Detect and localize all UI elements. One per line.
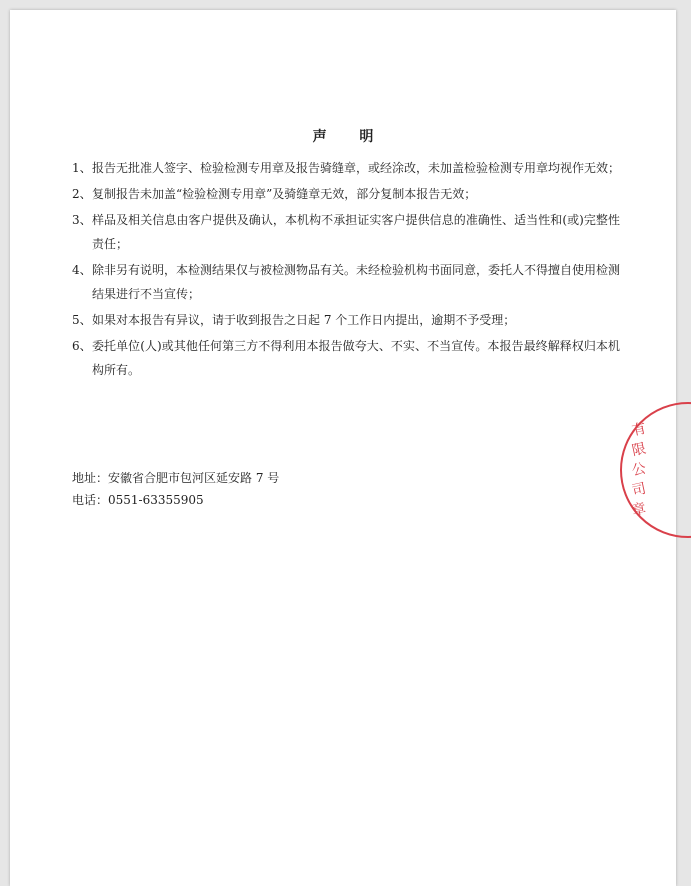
seal-text <box>628 420 650 520</box>
page-title: 声 明 <box>312 129 388 145</box>
declaration-list <box>72 156 620 384</box>
item-number: 5、 <box>72 313 92 327</box>
phone-line: 电话：0551-63355905 <box>72 493 204 507</box>
seal-char: 章 <box>630 500 648 520</box>
item-text: 除非另有说明，本检测结果仅与被检测物品有关。未经检验机构书面同意，委托人不得擅自使用检测结果进行不当宣传； <box>92 263 621 301</box>
item-number: 4、 <box>72 263 92 277</box>
item-number: 3、 <box>72 213 92 227</box>
item-text: 样品及相关信息由客户提供及确认，本机构不承担证实客户提供信息的准确性、适当性和(或)完整性责任； <box>92 213 620 251</box>
seal-char: 公 <box>630 460 648 480</box>
list-item <box>72 334 620 382</box>
list-item <box>72 258 620 306</box>
seal-char: 司 <box>630 480 648 500</box>
seal-char: 限 <box>630 440 648 460</box>
item-text: 委托单位(人)或其他任何第三方不得利用本报告做夸大、不实、不当宣传。本报告最终解释权归本机构所有。 <box>92 339 620 377</box>
contact-info <box>72 467 279 511</box>
item-text: 复制报告未加盖“检验检测专用章”及骑缝章无效，部分复制本报告无效； <box>92 187 477 201</box>
list-item <box>72 156 620 180</box>
list-item <box>72 208 620 256</box>
item-text: 如果对本报告有异议，请于收到报告之日起 7 个工作日内提出，逾期不予受理； <box>92 313 516 327</box>
list-item <box>72 308 620 332</box>
item-number: 6、 <box>72 339 92 353</box>
item-number: 2、 <box>72 187 92 201</box>
document-page <box>10 10 676 886</box>
item-number: 1、 <box>72 161 92 175</box>
seal-char: 有 <box>630 420 648 440</box>
item-text: 报告无批准人签字、检验检测专用章及报告骑缝章，或经涂改，未加盖检验检测专用章均视作无效； <box>92 161 621 175</box>
list-item <box>72 182 620 206</box>
address-line: 地址：安徽省合肥市包河区延安路 7 号 <box>72 471 280 485</box>
